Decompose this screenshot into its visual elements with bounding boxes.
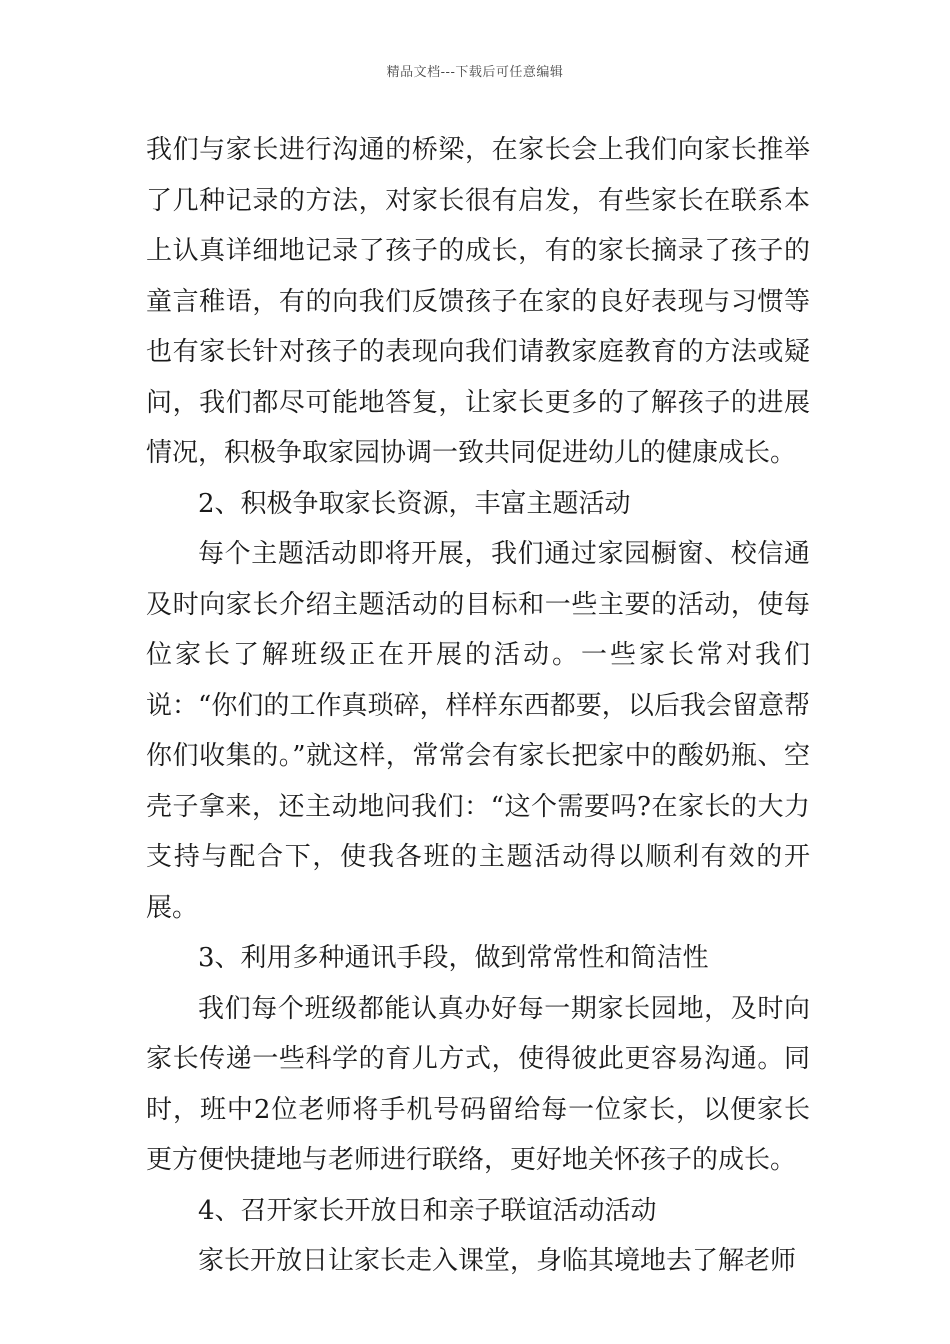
paragraph-open-day: 家长开放日让家长走入课堂，身临其境地去了解老师 (198, 1246, 797, 1276)
section-heading-4: 4、召开家长开放日和亲子联谊活动活动 (198, 1195, 657, 1226)
document-body (146, 125, 810, 1287)
paragraph-continuation: 我们与家长进行沟通的桥梁，在家长会上我们向家长推举了几种记录的方法，对家长很有启发，有些家长在联系本上认真详细地记录了孩子的成长，有的家长摘录了孩子的童言稚语，有的向我们反馈孩子在家的良好表现与习惯等也有家长针对孩子的表现向我们请教家庭教育的方法或疑问，我们都尽可能地答复，让家长更多的了解孩子的进展情况，积极争取家园协调一致共同促进幼儿的健康成长。 (146, 135, 810, 468)
paragraph-theme-activities: 每个主题活动即将开展，我们通过家园橱窗、校信通及时向家长介绍主题活动的目标和一些主要的活动，使每位家长了解班级正在开展的活动。一些家长常对我们说：“你们的工作真琐碎，样样东西都要，以后我会留意帮你们收集的。”就这样，常常会有家长把家中的酸奶瓶、空壳子拿来，还主动地问我们：“这个需要吗?在家长的大力支持与配合下，使我各班的主题活动得以顺利有效的开展。 (146, 539, 810, 923)
page-header: 精品文档---下载后可任意编辑 (386, 65, 564, 80)
paragraph-communication: 我们每个班级都能认真办好每一期家长园地，及时向家长传递一些科学的育儿方式，使得彼此更容易沟通。同时，班中2位老师将手机号码留给每一位家长，以便家长更方便快捷地与老师进行联络，更好地关怀孩子的成长。 (146, 993, 810, 1175)
section-heading-2: 2、积极争取家长资源，丰富主题活动 (198, 488, 631, 519)
section-heading-3: 3、利用多种通讯手段，做到常常性和简洁性 (198, 943, 709, 973)
